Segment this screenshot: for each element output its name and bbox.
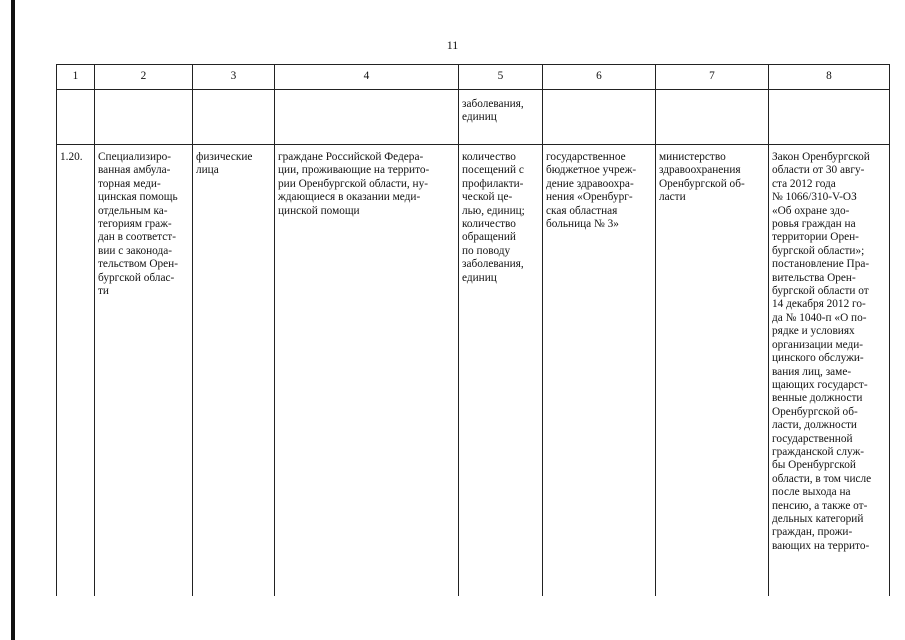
- table-cell: [769, 90, 890, 145]
- header-cell: 5: [459, 65, 543, 90]
- table-cell: [656, 90, 769, 145]
- consumer-description-cell: граждане Российской Федера- ции, проживающие на террито- рии Оренбургской области, ну- ждающиеся в оказании меди- цинской помощи: [275, 145, 459, 597]
- service-name-cell: Специализиро- ванная амбула- торная меди- цинская помощь отдельным ка- тегориям граж- дан в соответст- вии с законода- тельством Орен- бургской облас- ти: [95, 145, 193, 597]
- scan-edge-shadow: [11, 0, 15, 640]
- table-row: [57, 145, 890, 597]
- header-cell: 3: [193, 65, 275, 90]
- page-number: 11: [446, 38, 459, 52]
- table-cell: [193, 90, 275, 145]
- column-number-row: [57, 65, 890, 90]
- row-number-cell: 1.20.: [57, 145, 95, 597]
- provider-cell: государственное бюджетное учреж- дение здравоохра- нения «Оренбург- ская областная больница № 3»: [543, 145, 656, 597]
- header-cell: 2: [95, 65, 193, 90]
- continuation-row: [57, 90, 890, 145]
- authority-cell: министерство здравоохранения Оренбургской об- ласти: [656, 145, 769, 597]
- header-cell: 1: [57, 65, 95, 90]
- services-table: [56, 64, 890, 596]
- consumer-category-cell: физические лица: [193, 145, 275, 597]
- table-cell: [275, 90, 459, 145]
- table-cell: [95, 90, 193, 145]
- table-cell: [543, 90, 656, 145]
- header-cell: 6: [543, 65, 656, 90]
- indicator-continuation-cell: заболевания, единиц: [459, 90, 543, 145]
- legal-basis-cell: Закон Оренбургской области от 30 авгу- ста 2012 года № 1066/310-V-ОЗ «Об охране здо- ровья граждан на территории Орен- бургской области»; постановление Пра- вительства Орен- бургской области от 14 декабря 2012 го- да № 1040-п «О по- рядке и условиях организации меди- цинского обслужи- вания лиц, заме- щающих государст- венные должности Оренбургской об- ласти, должности государственной гражданской служ- бы Оренбургской области, в том числе после выхода на пенсию, а также от- дельных категорий граждан, прожи- вающих на террито-: [769, 145, 890, 597]
- header-cell: 7: [656, 65, 769, 90]
- volume-indicator-cell: количество посещений с профилакти- ческой це- лью, единиц; количество обращений по поводу заболевания, единиц: [459, 145, 543, 597]
- header-cell: 8: [769, 65, 890, 90]
- table-cell: [57, 90, 95, 145]
- header-cell: 4: [275, 65, 459, 90]
